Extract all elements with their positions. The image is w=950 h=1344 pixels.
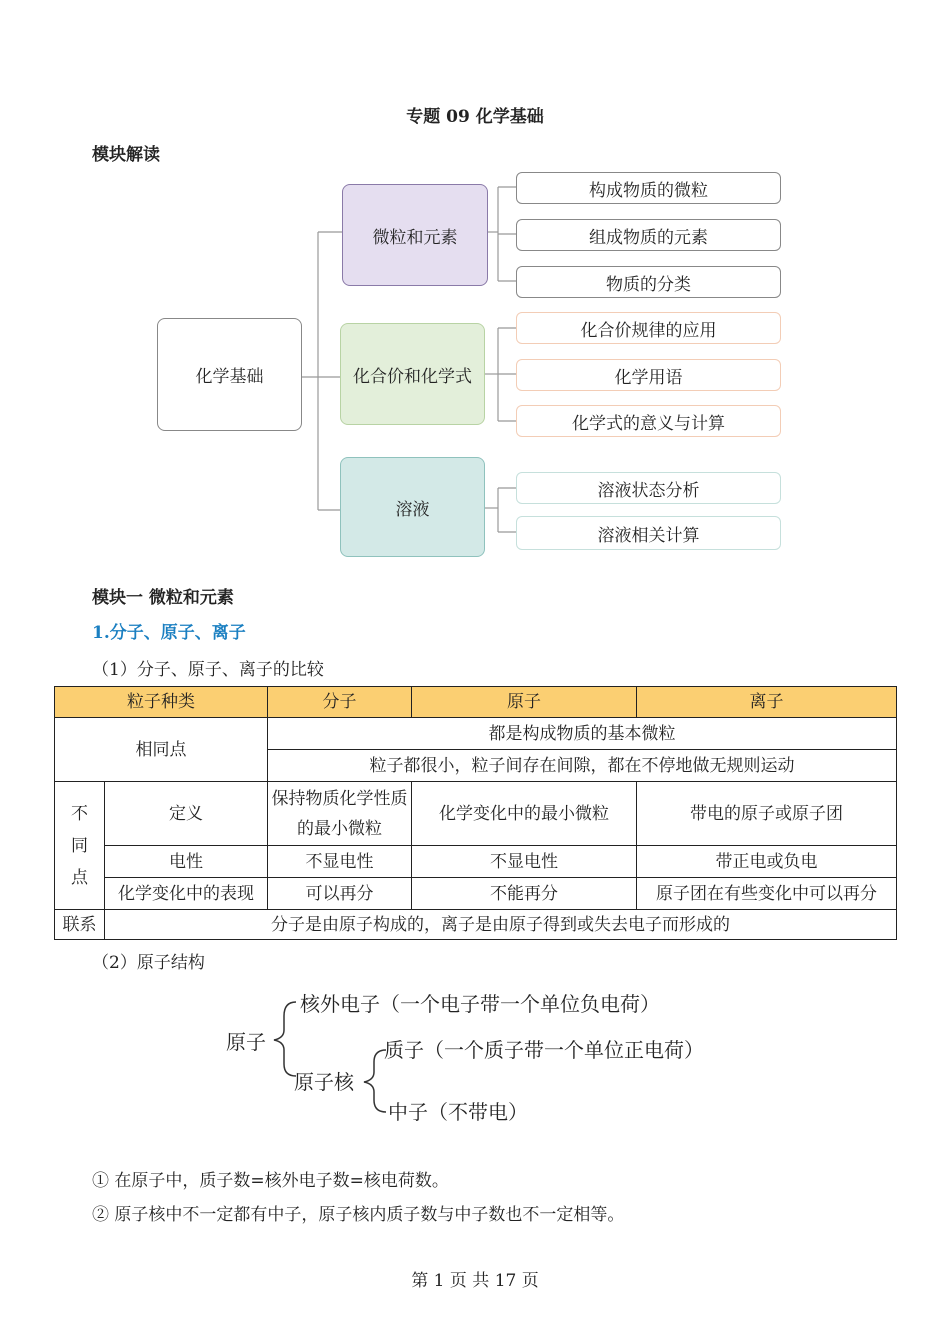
module-one-heading: 模块一 微粒和元素 bbox=[92, 588, 234, 608]
ion-cell: 带电的原子或原子团 bbox=[637, 782, 897, 846]
neutrons-label: 中子（不带电） bbox=[388, 1100, 528, 1124]
ion-cell: 带正电或负电 bbox=[637, 846, 897, 878]
relation-cell: 分子是由原子构成的，离子是由原子得到或失去电子而形成的 bbox=[105, 910, 897, 940]
electrons-label: 核外电子（一个电子带一个单位负电荷） bbox=[300, 992, 660, 1016]
note-2: ② 原子核中不一定都有中子，原子核内质子数与中子数也不一定相等。 bbox=[92, 1205, 625, 1225]
leaf-particles: 构成物质的微粒 bbox=[516, 172, 781, 204]
same-cell: 都是构成物质的基本微粒 bbox=[268, 718, 897, 750]
same-label: 相同点 bbox=[55, 718, 268, 782]
protons-label: 质子（一个质子带一个单位正电荷） bbox=[384, 1038, 704, 1062]
diff-label-char: 点 bbox=[71, 867, 88, 888]
nucleus-label: 原子核 bbox=[294, 1070, 354, 1094]
page-footer: 第 1 页 共 17 页 bbox=[411, 1271, 539, 1291]
comparison-table bbox=[54, 686, 897, 940]
mindmap-root: 化学基础 bbox=[157, 318, 302, 431]
leaf-chem-terms: 化学用语 bbox=[516, 359, 781, 391]
molecule-cell: 不显电性 bbox=[268, 846, 412, 878]
subheading-atom-structure: （2）原子结构 bbox=[92, 953, 205, 973]
header-cell: 分子 bbox=[268, 687, 412, 718]
row-label: 化学变化中的表现 bbox=[105, 878, 268, 910]
table-row bbox=[55, 846, 897, 878]
header-cell: 粒子种类 bbox=[55, 687, 268, 718]
row-label: 定义 bbox=[105, 782, 268, 846]
table-row bbox=[55, 718, 897, 750]
molecule-cell: 可以再分 bbox=[268, 878, 412, 910]
table-row bbox=[55, 878, 897, 910]
note-1: ① 在原子中，质子数=核外电子数=核电荷数。 bbox=[92, 1171, 449, 1191]
table-row bbox=[55, 782, 897, 846]
leaf-classification: 物质的分类 bbox=[516, 266, 781, 298]
relation-label: 联系 bbox=[55, 910, 105, 940]
atom-label: 原子 bbox=[226, 1030, 266, 1054]
page-title: 专题 09 化学基础 bbox=[406, 107, 544, 127]
diff-label bbox=[55, 782, 105, 910]
table-header-row bbox=[55, 687, 897, 718]
branch-valence-formula: 化合价和化学式 bbox=[340, 323, 485, 425]
module-reading-heading: 模块解读 bbox=[92, 145, 160, 165]
molecule-cell: 保持物质化学性质的最小微粒 bbox=[268, 782, 412, 846]
header-cell: 原子 bbox=[412, 687, 637, 718]
same-cell: 粒子都很小，粒子间存在间隙，都在不停地做无规则运动 bbox=[268, 750, 897, 782]
atom-cell: 不显电性 bbox=[412, 846, 637, 878]
subheading-comparison: （1）分子、原子、离子的比较 bbox=[92, 660, 324, 680]
row-label: 电性 bbox=[105, 846, 268, 878]
table-row bbox=[55, 910, 897, 940]
leaf-elements: 组成物质的元素 bbox=[516, 219, 781, 251]
leaf-formula-calc: 化学式的意义与计算 bbox=[516, 405, 781, 437]
leaf-valence-rules: 化合价规律的应用 bbox=[516, 312, 781, 344]
header-cell: 离子 bbox=[637, 687, 897, 718]
leaf-solution-state: 溶液状态分析 bbox=[516, 472, 781, 504]
atom-cell: 不能再分 bbox=[412, 878, 637, 910]
branch-solution: 溶液 bbox=[340, 457, 485, 557]
diff-label-char: 不 bbox=[71, 803, 88, 824]
branch-particles-elements: 微粒和元素 bbox=[342, 184, 488, 286]
atom-cell: 化学变化中的最小微粒 bbox=[412, 782, 637, 846]
section-heading: 1.分子、原子、离子 bbox=[92, 623, 246, 643]
leaf-solution-calc: 溶液相关计算 bbox=[516, 516, 781, 550]
diff-label-char: 同 bbox=[71, 835, 88, 856]
ion-cell: 原子团在有些变化中可以再分 bbox=[637, 878, 897, 910]
